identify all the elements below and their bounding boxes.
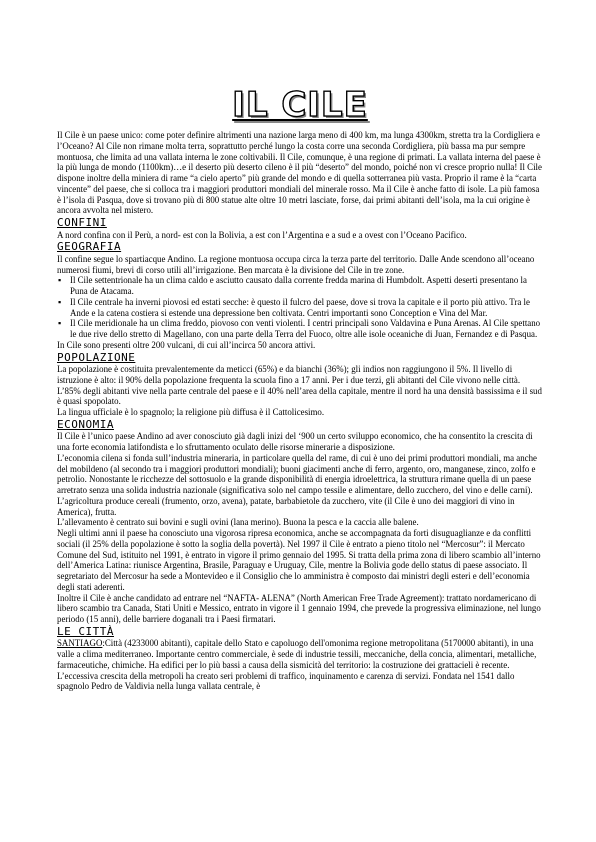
intro-paragraph: Il Cile è un paese unico: come poter definire altrimenti una nazione larga meno di 400 km, ma lunga 4300km, stretta tra la Cordigliera e l’Oceano? Al Cile non rimane molta terra, soprattutto perché lungo la costa corre una seconda Cordigliera, più bassa ma pur sempre montuosa, che limita ad una vallata interna le zone coltivabili. Il Cile, comunque, è una regione di primati. La vallata interna del paese è la più lunga de mondo (1100km)…e il deserto più deserto cileno è il più “deserto” del mondo, poiché non vi cresce proprio nulla! Il Cile dispone inoltre della miniera di rame “a cielo aperto” più grande del mondo e di quella sotterranea più vasta. Proprio il rame è la “carta vincente” del paese, che si colloca tra i maggiori produttori mondiali del minerale rosso. Ma il Cile è anche fatto di isole. La più famosa è l’isola di Pasqua, dove si trovano più di 800 statue alte oltre 10 metri lasciate, forse, dai primi abitanti dell’isola, ma la cui origine è ancora avvolta nel mistero. xyxy=(57,130,542,216)
list-item: ▪ Il Cile meridionale ha un clima freddo, piovoso con venti violenti. I centri principali sono Valdavina e Puna Arenas. Al Cile spettano le due rive dello stretto di Magellano, con una parte della Terra del Fuoco, oltre alle isole oceaniche di Juan, Fernandez e di Pasqua. xyxy=(57,318,543,340)
economia-paragraph-5: Inoltre il Cile è anche candidato ad entrare nel “NAFTA- ALENA” (North American Free Trade Agreement): trattato nordamericano di libero scambio tra Canada, Stati Uniti e Messico, entrato in vigore il 1 gennaio 1994, che prevede la progressiva eliminazione, nel lungo periodo (15 anni), delle barriere doganali tra i Paesi firmatari. xyxy=(57,592,541,624)
city-name-santiago: SANTIAGO xyxy=(57,638,103,649)
section-heading-confini: CONFINI xyxy=(57,216,107,229)
economia-paragraph-1: Il Cile è l’unico paese Andino ad aver conosciuto già dagli inizi del ‘900 un certo sviluppo economico, che ha consentito la crescita di una forte economia latifondista e lo sfruttamento oculato delle risorse minerarie a disposizione. xyxy=(57,431,533,452)
section-heading-citta: LE CITTÀ xyxy=(57,624,114,638)
economia-paragraph-3: L’allevamento è centrato sui bovini e sugli ovini (lana merino). Buona la pesca e la caccia alle balene. xyxy=(57,517,419,528)
popolazione-paragraph: La popolazione è costituita prevalentemente da meticci (65%) e da bianchi (36%); gli indios non raggiungono il 5%. Il livello di istruzione è alto: il 90% della popolazione frequenta la scuola fino a 17 anni. Per i due terzi, gli abitanti del Cile vivono nelle città. L’85% degli abitanti vive nella parte centrale del paese e il 40% nell’area della capitale, mentre il nord ha una densità bassissima e il sud è quasi spopolato. xyxy=(57,364,542,407)
section-heading-geografia: GEOGRAFIA xyxy=(57,240,122,254)
section-heading-economia: ECONOMIA xyxy=(57,417,114,431)
page-title: IL CILE xyxy=(232,85,368,125)
economia-paragraph-2: L’economia cilena si fonda sull’industria mineraria, in particolare quella del rame, di cui è uno dei primi produttori mondiali, ma anche del mobildeno (al secondo tra i maggiori produttori mondiali); buoni giacimenti anche di ferro, argento, oro, manganese, zinco, zolfo e petrolio. Nonostante le ricchezze del sottosuolo e la grande disponibilità di energia idroelettrica, la struttura rimane quella di un paese arretrato senza una solida industria nazionale (significativa solo nel campo tessile e alimentare, dello zucchero, del vino e delle carni). L’agricoltura produce cereali (frumento, orzo, avena), patate, barbabietole da zucchero, vite (il Cile è uno dei maggiori di vino in America), frutta. xyxy=(57,452,537,517)
list-item: ▪ Il Cile settentrionale ha un clima caldo e asciutto causato dalla corrente fredda marina di Humbdolt. Aspetti deserti presentano la Puna de Atacama. xyxy=(57,275,543,297)
title-container xyxy=(57,86,543,130)
confini-paragraph: A nord confina con il Perù, a nord- est con la Bolivia, a est con l’Argentina e a sud e a ovest con l’Oceano Pacifico. xyxy=(57,229,467,240)
popolazione-lingua-paragraph: La lingua ufficiale è lo spagnolo; la religione più diffusa è il Cattolicesimo. xyxy=(57,407,325,417)
santiago-description: :Città (4233000 abitanti), capitale dello Stato e capoluogo dell'omonima regione metropolitana (5170000 abitanti), in una valle a clima mediterraneo. Importante centro commerciale, è sede di industrie tessili, meccaniche, della concia, alimentari, metalliche, farmaceutiche, chimiche. Ha edifici per lo più bassi a causa della sismicità del territorio: la costruzione dei grattacieli è recente. L’eccessiva crescita della metropoli ha creato seri problemi di traffico, inquinamento e carenza di servizi. Fondata nel 1541 dallo spagnolo Pedro de Valdivia nella lunga vallata centrale, è xyxy=(57,638,537,692)
geografia-list xyxy=(57,275,543,340)
economia-paragraph-4: Negli ultimi anni il paese ha conosciuto una vigorosa ripresa economica, anche se accompagnata da forti disuguaglianze e da conflitti sociali (il 25% della popolazione è sotto la soglia della povertà). Nel 1997 il Cile è entrato a pieno titolo nel “Mercosur”: il Mercato Comune del Sud, istituito nel 1991, è entrato in vigore il primo gennaio del 1995. Si tratta della prima zona di libero scambio all’interno dell’America Latina: riunisce Argentina, Brasile, Paraguay e Uruguay, Cile, mentre la Bolivia gode dello status di paese associato. Il segretariato del Mercosur ha sede a Montevideo e il Consiglio che lo amministra è composto dai ministri degli esteri e dell’economia degli stati aderenti. xyxy=(57,528,541,592)
citta-paragraph xyxy=(57,638,543,692)
section-heading-popolazione: POPOLAZIONE xyxy=(57,350,136,364)
geografia-paragraph: Il confine segue lo spartiacque Andino. La regione montuosa occupa circa la terza parte del territorio. Dalle Ande scendono all’oceano numerosi fiumi, brevi di corso utili all’irrigazione. Ben marcata è la divisione del Cile in tre zone. xyxy=(57,253,535,275)
list-item: ▪ Il Cile centrale ha inverni piovosi ed estati secche: è questo il fulcro del paese, dove si trova la capitale e il porto più attivo. Tra le Ande e la catena costiera si estende una depressione ben coltivata. Centri importanti sono Conception e Vina del Mar. xyxy=(57,297,543,319)
document-page xyxy=(57,86,543,692)
geografia-vulcani-paragraph: In Cile sono presenti oltre 200 vulcani, di cui all’incirca 50 ancora attivi. xyxy=(57,339,316,350)
